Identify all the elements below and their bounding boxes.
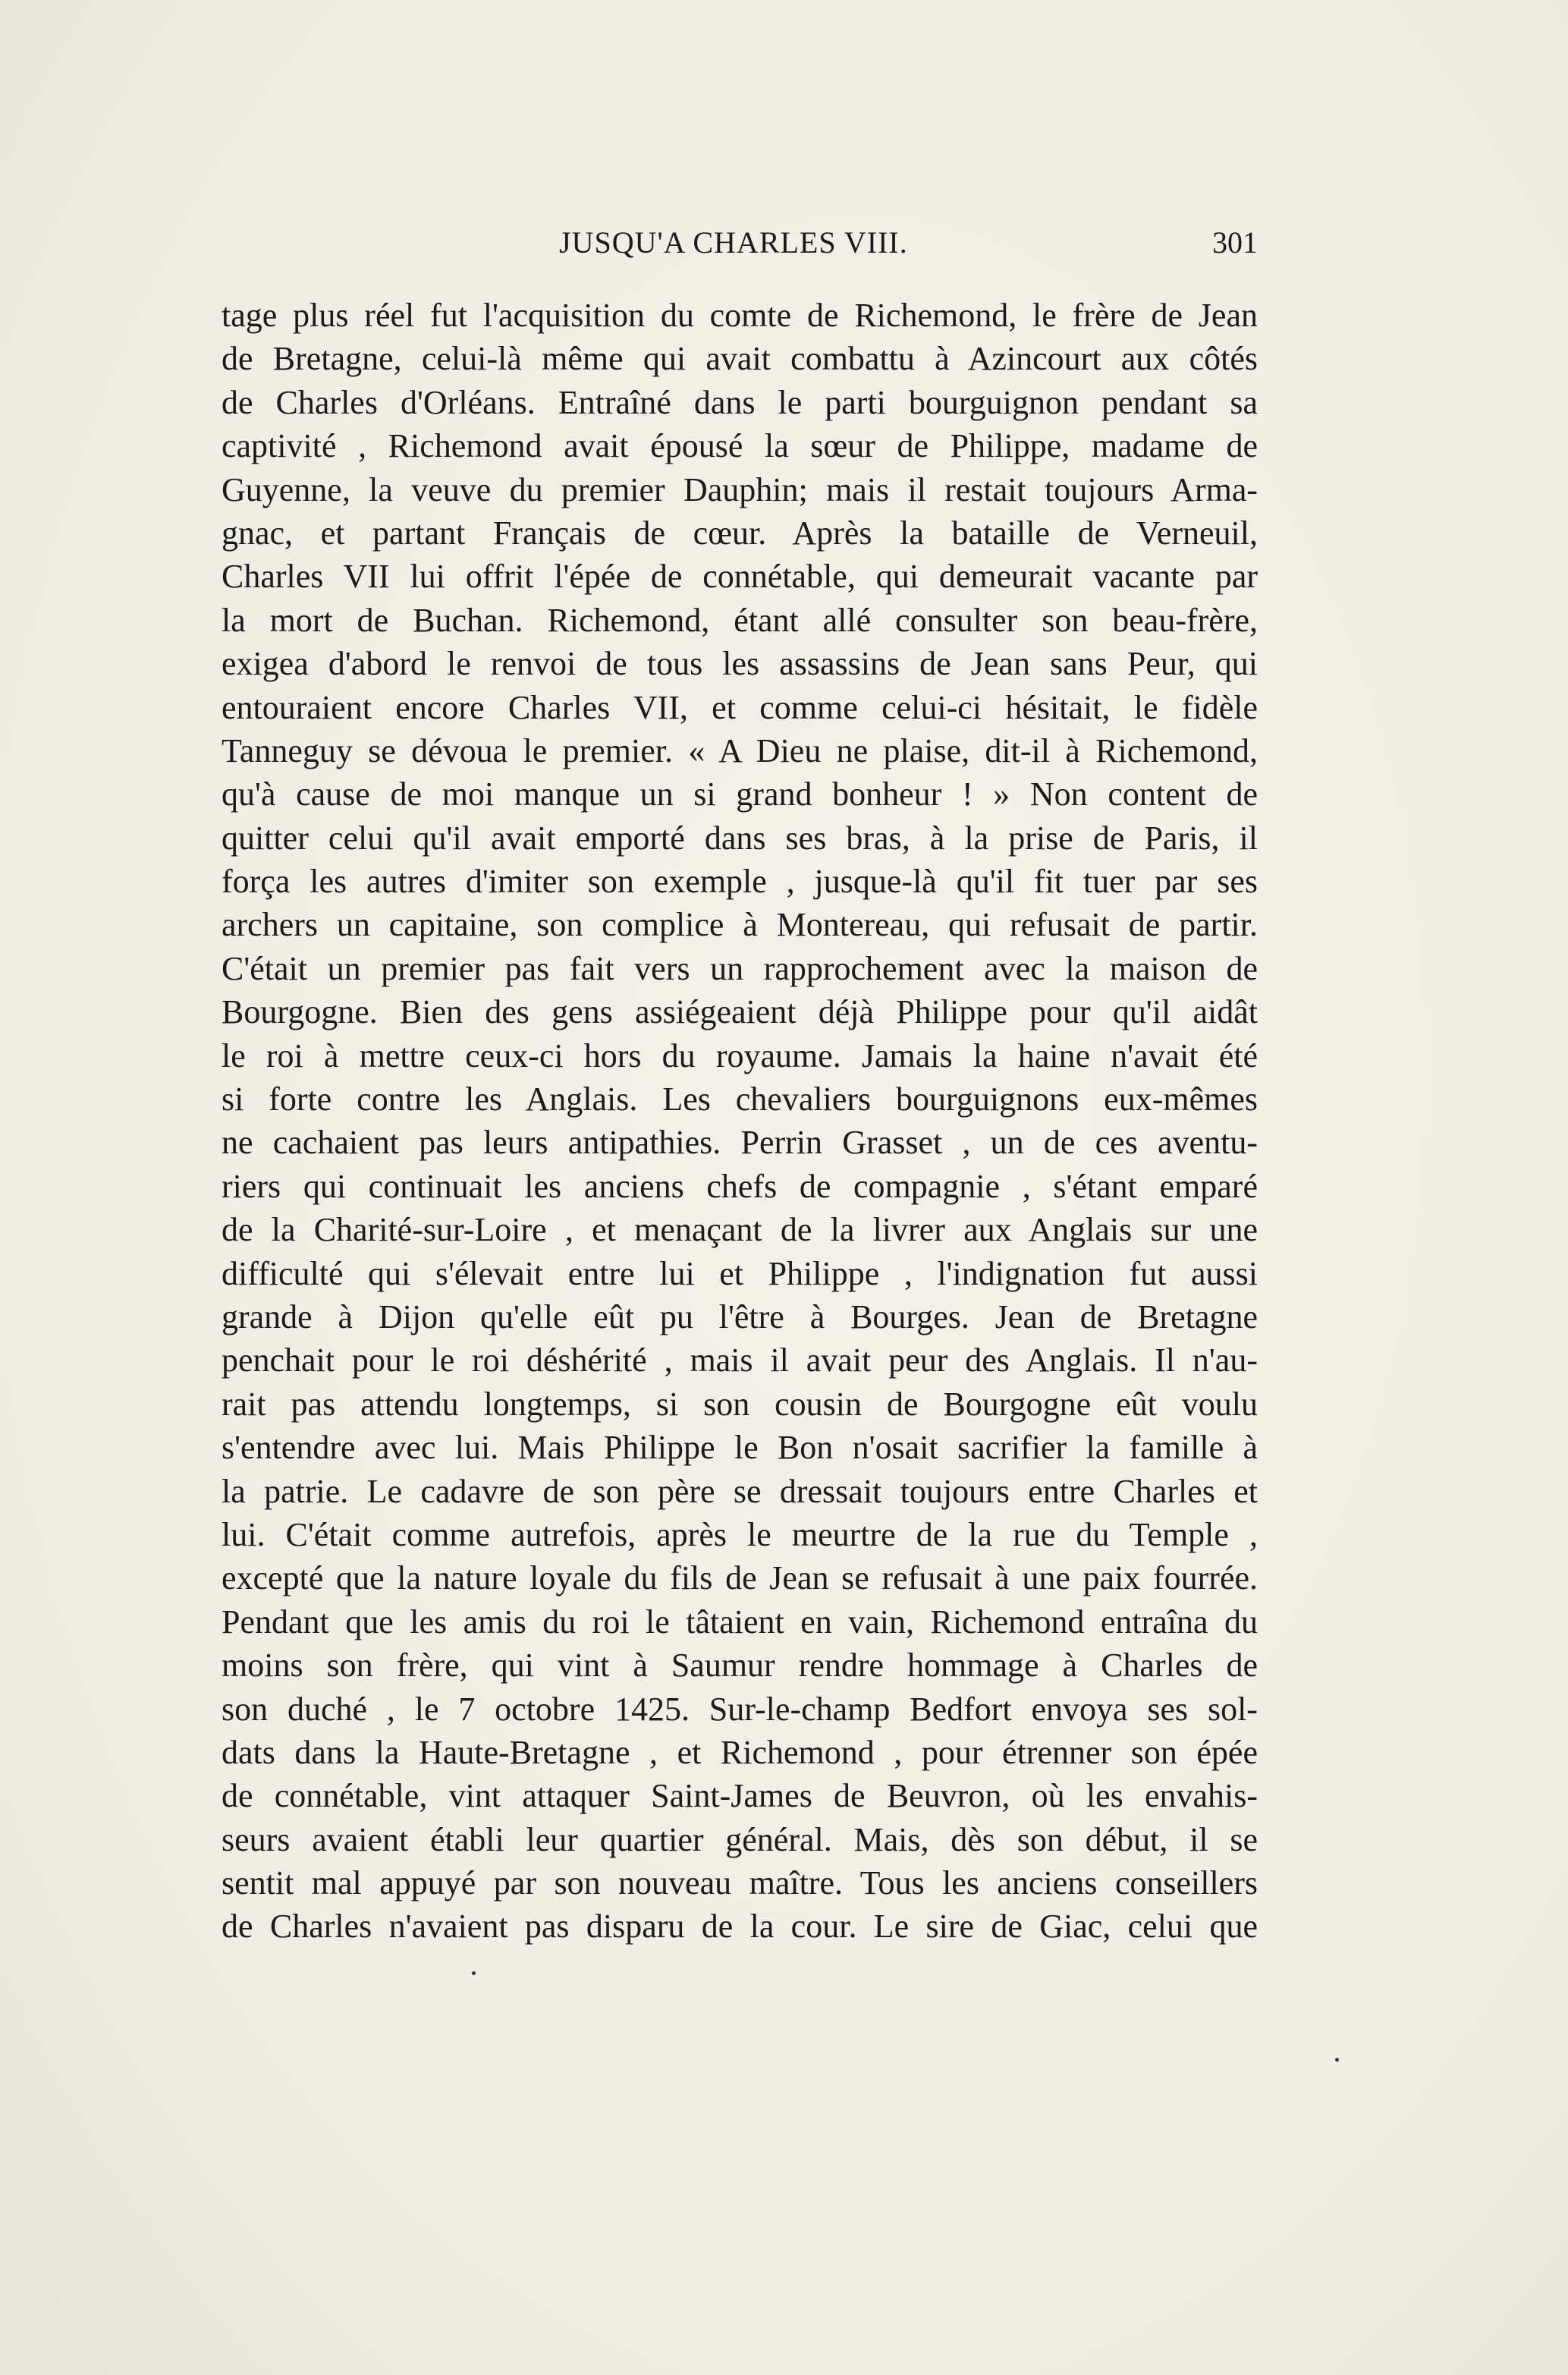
text-line: gnac, et partant Français de cœur. Après la bataille de Verneuil,	[222, 514, 1258, 552]
text-line: força les autres d'imiter son exemple , jusque-là qu'il fit tuer par ses	[222, 863, 1258, 901]
text-line: sentit mal appuyé par son nouveau maître. Tous les anciens conseillers	[222, 1864, 1258, 1902]
text-line: lui. C'était comme autrefois, après le meurtre de la rue du Temple ,	[222, 1515, 1258, 1553]
text-line: Bourgogne. Bien des gens assiégeaient déjà Philippe pour qu'il aidât	[222, 993, 1258, 1031]
text-line: de Bretagne, celui-là même qui avait combattu à Azincourt aux côtés	[222, 340, 1258, 378]
text-line: rait pas attendu longtemps, si son cousin de Bourgogne eût voulu	[222, 1385, 1258, 1423]
text-line: qu'à cause de moi manque un si grand bonheur ! » Non content de	[222, 775, 1258, 813]
text-line: penchait pour le roi déshérité , mais il avait peur des Anglais. Il n'au-	[222, 1342, 1258, 1379]
text-line: Charles VII lui offrit l'épée de connétable, qui demeurait vacante par	[222, 558, 1258, 596]
text-line: Guyenne, la veuve du premier Dauphin; mais il restait toujours Arma-	[222, 470, 1258, 508]
page-number: 301	[1212, 225, 1258, 260]
text-line: dats dans la Haute-Bretagne , et Richemond , pour étrenner son épée	[222, 1733, 1258, 1771]
text-line: exigea d'abord le renvoi de tous les assassins de Jean sans Peur, qui	[222, 645, 1258, 683]
text-line: entouraient encore Charles VII, et comme celui-ci hésitait, le fidèle	[222, 688, 1258, 726]
text-line: son duché , le 7 octobre 1425. Sur-le-champ Bedfort envoya ses sol-	[222, 1690, 1258, 1728]
text-line: grande à Dijon qu'elle eût pu l'être à Bourges. Jean de Bretagne	[222, 1298, 1258, 1335]
text-line: de la Charité-sur-Loire , et menaçant de la livrer aux Anglais sur une	[222, 1211, 1258, 1249]
text-line: Pendant que les amis du roi le tâtaient en vain, Richemond entraîna du	[222, 1603, 1258, 1640]
text-line: Tanneguy se dévoua le premier. « A Dieu ne plaise, dit-il à Richemond,	[222, 731, 1258, 769]
text-line: le roi à mettre ceux-ci hors du royaume. Jamais la haine n'avait été	[222, 1037, 1258, 1074]
text-line: difficulté qui s'élevait entre lui et Philippe , l'indignation fut aussi	[222, 1254, 1258, 1292]
text-line: si forte contre les Anglais. Les chevaliers bourguignons eux-mêmes	[222, 1081, 1258, 1118]
text-line: C'était un premier pas fait vers un rapprochement avec la maison de	[222, 949, 1258, 987]
text-line: excepté que la nature loyale du fils de Jean se refusait à une paix fourrée.	[222, 1559, 1258, 1597]
ink-speck	[1335, 2058, 1339, 2062]
text-line: seurs avaient établi leur quartier général. Mais, dès son début, il se	[222, 1820, 1258, 1858]
text-line: quitter celui qu'il avait emporté dans ses bras, à la prise de Paris, il	[222, 819, 1258, 857]
running-head	[222, 220, 1258, 266]
text-line: moins son frère, qui vint à Saumur rendre hommage à Charles de	[222, 1647, 1258, 1685]
text-line: la mort de Buchan. Richemond, étant allé consulter son beau-frère,	[222, 601, 1258, 639]
body-text	[222, 294, 1258, 1949]
text-line: tage plus réel fut l'acquisition du comte de Richemond, le frère de Jean	[222, 297, 1258, 334]
text-line: riers qui continuait les anciens chefs de compagnie , s'étant emparé	[222, 1167, 1258, 1205]
text-line: de Charles n'avaient pas disparu de la cour. Le sire de Giac, celui que	[222, 1908, 1258, 1946]
text-line: la patrie. Le cadavre de son père se dressait toujours entre Charles et	[222, 1472, 1258, 1510]
text-line: archers un capitaine, son complice à Montereau, qui refusait de partir.	[222, 906, 1258, 944]
running-title: JUSQU'A CHARLES VIII.	[559, 225, 908, 260]
ink-speck	[472, 1971, 476, 1975]
text-line: de Charles d'Orléans. Entraîné dans le parti bourguignon pendant sa	[222, 383, 1258, 421]
text-line: s'entendre avec lui. Mais Philippe le Bon n'osait sacrifier la famille à	[222, 1429, 1258, 1467]
text-line: ne cachaient pas leurs antipathies. Perrin Grasset , un de ces aventu-	[222, 1124, 1258, 1162]
text-line: de connétable, vint attaquer Saint-James de Beuvron, où les envahis-	[222, 1777, 1258, 1815]
text-line: captivité , Richemond avait épousé la sœur de Philippe, madame de	[222, 427, 1258, 465]
